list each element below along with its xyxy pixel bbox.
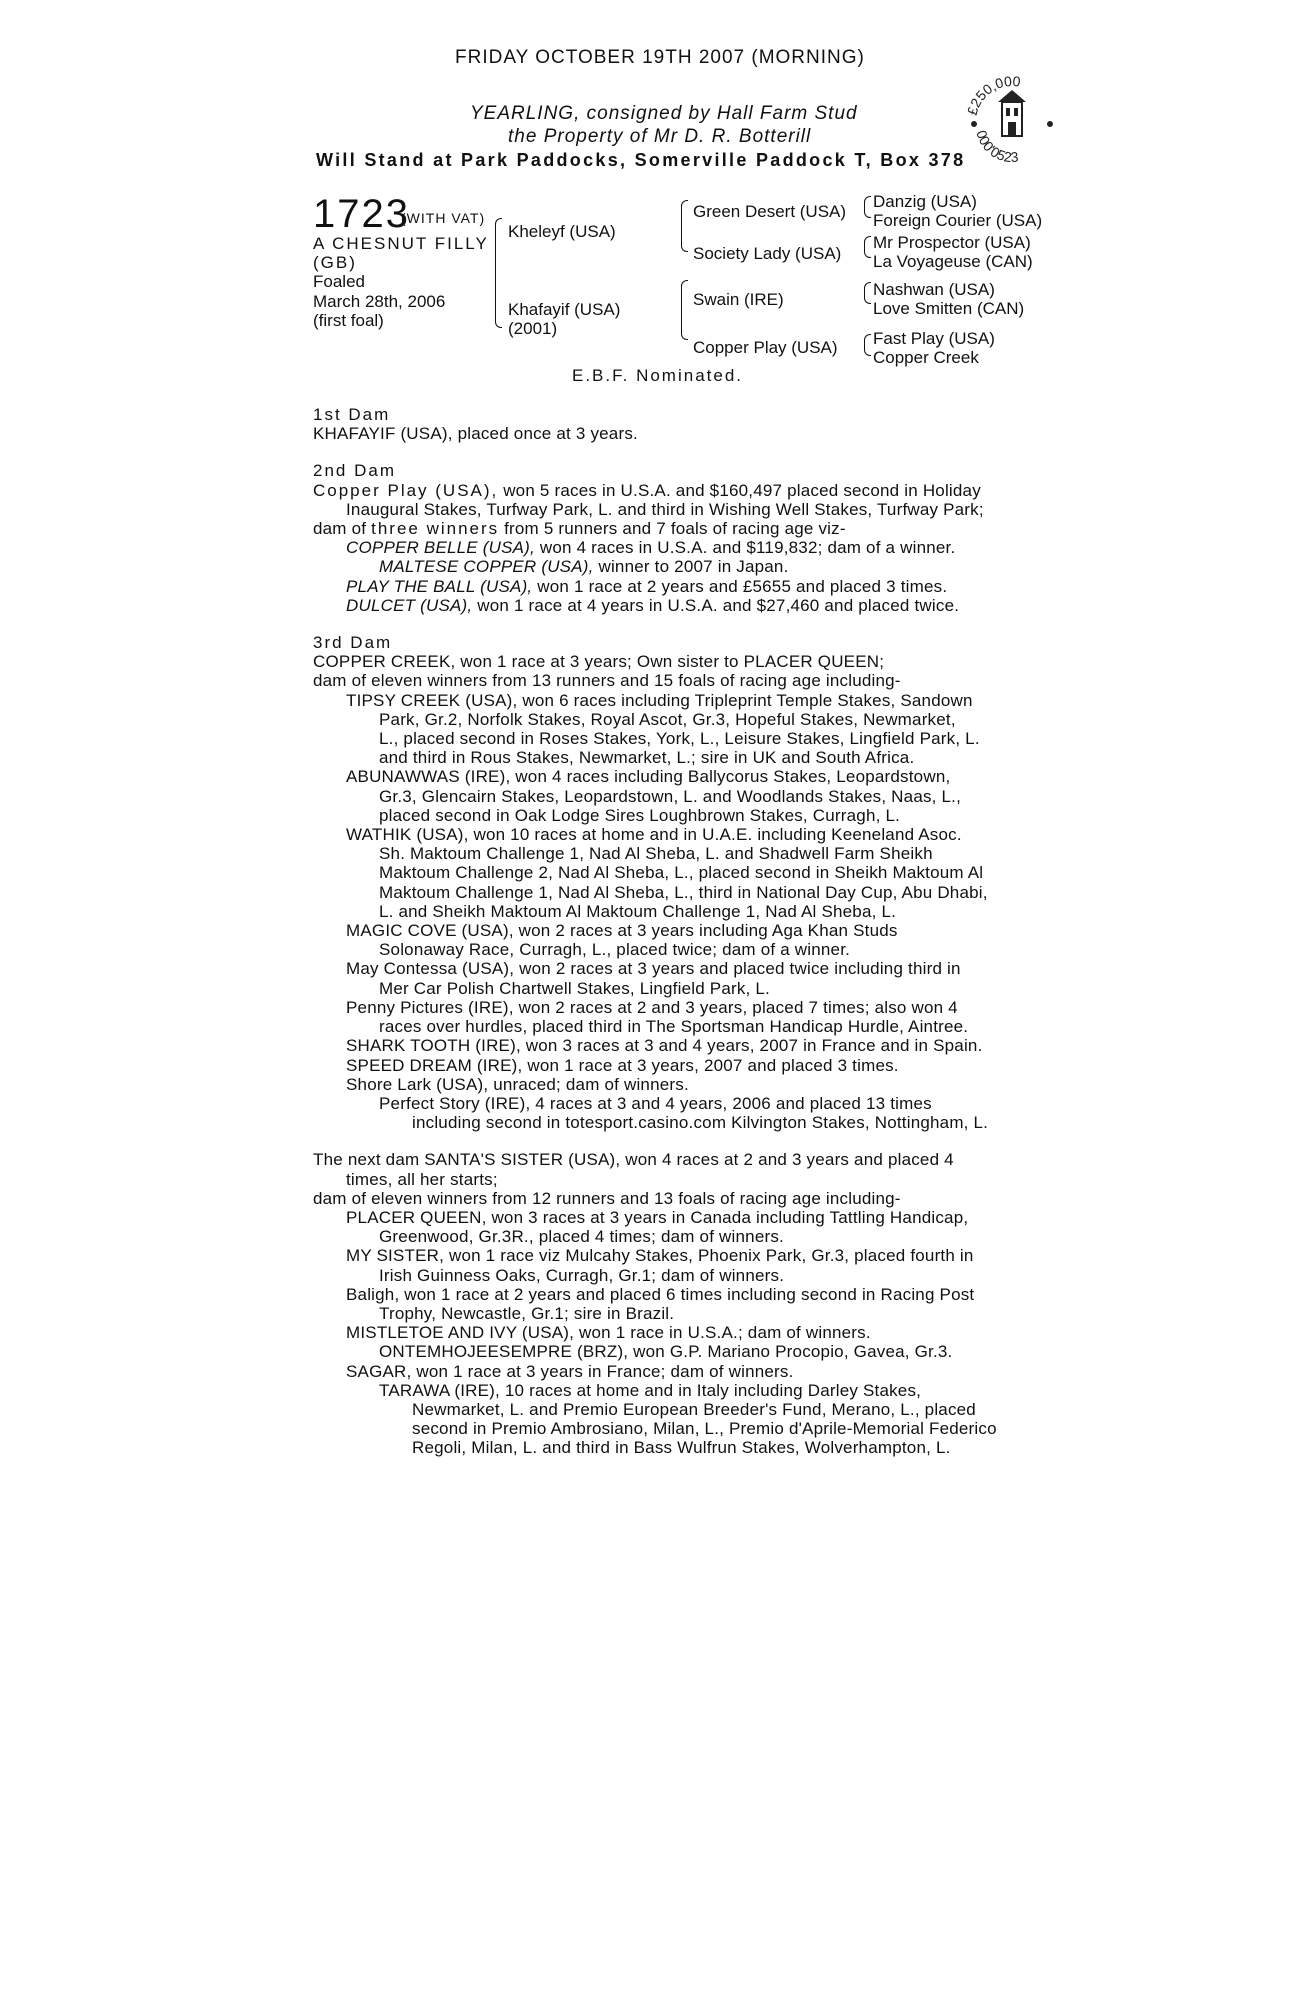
third-dam-line: ABUNAWWAS (IRE), won 4 races including Ballycorus Stakes, Leopardstown, (346, 767, 951, 787)
third-dam-line: Penny Pictures (IRE), won 2 races at 2 and 3 years, placed 7 times; also won 4 (346, 997, 958, 1017)
next-dam-line: times, all her starts; (346, 1169, 498, 1189)
next-dam-line: Baligh, won 1 race at 2 years and placed 6 times including second in Racing Post (346, 1284, 975, 1304)
second-dam-line-3 (313, 519, 1003, 538)
next-dam-line: PLACER QUEEN, won 3 races at 3 years in Canada including Tattling Handicap, (346, 1207, 969, 1227)
third-dam-line: L., placed second in Roses Stakes, York, L., Leisure Stakes, Lingfield Park, L. (379, 729, 980, 749)
third-dam-line: Gr.3, Glencairn Stakes, Leopardstown, L. and Woodlands Stakes, Naas, L., (379, 786, 962, 806)
ds-sire: Nashwan (USA) (873, 280, 995, 299)
third-dam-line: and third in Rous Stakes, Newmarket, L.; sire in UK and South Africa. (379, 748, 915, 768)
dd-sire: Fast Play (USA) (873, 329, 995, 348)
third-dam-line: dam of eleven winners from 13 runners and 15 foals of racing age including- (313, 671, 901, 691)
price-stamp-icon (962, 68, 1062, 168)
vat-note: (WITH VAT) (401, 210, 486, 226)
sire-name: Kheleyf (USA) (508, 222, 616, 241)
sd-sire: Mr Prospector (USA) (873, 233, 1031, 252)
price-top-text: £250,000 (963, 72, 1022, 117)
third-dam-line: Park, Gr.2, Norfolk Stakes, Royal Ascot, Gr.3, Hopeful Stakes, Newmarket, (379, 709, 956, 729)
third-dam-line: Maktoum Challenge 2, Nad Al Sheba, L., placed second in Sheikh Maktoum Al (379, 863, 984, 883)
next-dam-line: SAGAR, won 1 race at 3 years in France; dam of winners. (346, 1361, 794, 1381)
ss-sire: Danzig (USA) (873, 192, 977, 211)
third-dam-line: Perfect Story (IRE), 4 races at 3 and 4 years, 2006 and placed 13 times (379, 1093, 932, 1113)
ss-dam: Foreign Courier (USA) (873, 211, 1043, 230)
progeny-4-name: DULCET (USA), (346, 595, 473, 615)
third-dam-line: TIPSY CREEK (USA), won 6 races including Tripleprint Temple Stakes, Sandown (346, 690, 973, 710)
progeny-1-name: COPPER BELLE (USA), (346, 538, 535, 558)
third-dam-line: May Contessa (USA), won 2 races at 3 years and placed twice including third in (346, 959, 961, 979)
second-dam-line-1 (313, 481, 1003, 500)
pedigree-brace-4 (864, 334, 871, 356)
next-dam-line: The next dam SANTA'S SISTER (USA), won 4 races at 2 and 3 years and placed 4 (313, 1150, 954, 1170)
sire-sire: Green Desert (USA) (693, 202, 847, 221)
sale-date: FRIDAY OCTOBER 19TH 2007 (MORNING) (455, 47, 865, 68)
lot-name: A CHESNUT FILLY (313, 234, 489, 253)
second-dam-text-1: won 5 races in U.S.A. and $160,497 placed second in Holiday (498, 480, 981, 500)
third-dam-line: placed second in Oak Lodge Sires Loughbrown Stakes, Curragh, L. (379, 805, 901, 825)
consignor-line: YEARLING, consigned by Hall Farm Stud (470, 103, 858, 124)
dam-sire: Swain (IRE) (693, 290, 784, 309)
next-dam-line: second in Premio Ambrosiano, Milan, L., Premio d'Aprile-Memorial Federico (412, 1419, 997, 1439)
pedigree-brace-1 (864, 196, 871, 218)
sd-dam: La Voyageuse (CAN) (873, 252, 1033, 271)
lot-country: (GB) (313, 253, 357, 272)
next-dam-line: dam of eleven winners from 12 runners and 13 foals of racing age including- (313, 1188, 901, 1208)
price-bottom-text: 000'0523 (973, 128, 1019, 166)
third-dam-line: Maktoum Challenge 1, Nad Al Sheba, L., third in National Day Cup, Abu Dhabi, (379, 882, 988, 902)
third-dam-line: Mer Car Polish Chartwell Stakes, Lingfield Park, L. (379, 978, 770, 998)
second-dam-heading: 2nd Dam (313, 461, 396, 481)
progeny-3-name: PLAY THE BALL (USA), (346, 576, 533, 596)
progeny-4-text: won 1 race at 4 years in U.S.A. and $27,460 and placed twice. (472, 595, 960, 615)
third-dam-heading: 3rd Dam (313, 633, 393, 653)
price-stamp (962, 68, 1062, 168)
third-dam-line: Shore Lark (USA), unraced; dam of winners. (346, 1074, 689, 1094)
sire-dam: Society Lady (USA) (693, 244, 842, 263)
pedigree-brace-dam (681, 280, 688, 340)
property-line: the Property of Mr D. R. Botterill (508, 126, 812, 147)
progeny-1 (313, 538, 1003, 557)
progeny-1-text: won 4 races in U.S.A. and $119,832; dam of a winner. (534, 538, 956, 558)
next-dam-line: MY SISTER, won 1 race viz Mulcahy Stakes, Phoenix Park, Gr.3, placed fourth in (346, 1246, 974, 1266)
first-dam-heading: 1st Dam (313, 405, 391, 424)
second-dam-name: Copper Play (USA), (313, 480, 499, 500)
progeny-4 (313, 596, 1003, 615)
progeny-2-text: winner to 2007 in Japan. (593, 557, 789, 577)
progeny-3-text: won 1 race at 2 years and £5655 and placed 3 times. (532, 576, 948, 596)
foaled-label: Foaled (313, 272, 365, 291)
first-foal-note: (first foal) (313, 311, 384, 330)
progeny-2 (313, 557, 1003, 576)
next-dam-line: TARAWA (IRE), 10 races at home and in Italy including Darley Stakes, (379, 1380, 922, 1400)
pedigree-brace-sire (681, 200, 688, 252)
next-dam-line: Greenwood, Gr.3R., placed 4 times; dam of winners. (379, 1227, 784, 1247)
third-dam-line: races over hurdles, placed third in The Sportsman Handicap Hurdle, Aintree. (379, 1017, 969, 1037)
next-dam-line: ONTEMHOJEESEMPRE (BRZ), won G.P. Mariano Procopio, Gavea, Gr.3. (379, 1342, 953, 1362)
dam-dam: Copper Play (USA) (693, 338, 838, 357)
pedigree-brace-2 (864, 236, 871, 258)
first-dam-text: KHAFAYIF (USA), placed once at 3 years. (313, 424, 638, 444)
third-dam-line: including second in totesport.casino.com Kilvington Stakes, Nottingham, L. (412, 1113, 989, 1133)
progeny-2-name: MALTESE COPPER (USA), (379, 557, 594, 577)
second-dam-winners: three winners (371, 519, 500, 539)
second-dam-text-3a: dam of (313, 519, 372, 539)
third-dam-line: SHARK TOOTH (IRE), won 3 races at 3 and 4 years, 2007 in France and in Spain. (346, 1036, 983, 1056)
pedigree-notes (313, 405, 1003, 1458)
second-dam-line-2: Inaugural Stakes, Turfway Park, L. and third in Wishing Well Stakes, Turfway Park; (346, 499, 984, 519)
third-dam-line: SPEED DREAM (IRE), won 1 race at 3 years, 2007 and placed 3 times. (346, 1055, 899, 1075)
ds-dam: Love Smitten (CAN) (873, 299, 1025, 318)
next-dam-line: Newmarket, L. and Premio European Breeder's Fund, Merano, L., placed (412, 1399, 976, 1419)
pedigree-brace-3 (864, 282, 871, 304)
third-dam-line: WATHIK (USA), won 10 races at home and in U.A.E. including Keeneland Asoc. (346, 825, 962, 845)
ebf-note: E.B.F. Nominated. (572, 366, 744, 385)
dam-year: (2001) (508, 319, 558, 338)
stand-location: Will Stand at Park Paddocks, Somerville Paddock T, Box 378 (316, 150, 966, 170)
foaled-date: March 28th, 2006 (313, 292, 446, 311)
lot-number: 1723 (313, 192, 410, 236)
next-dam-line: Regoli, Milan, L. and third in Bass Wulfrun Stakes, Wolverhampton, L. (412, 1438, 951, 1458)
progeny-3 (313, 577, 1003, 596)
dd-dam: Copper Creek (873, 348, 979, 367)
third-dam-line: MAGIC COVE (USA), won 2 races at 3 years including Aga Khan Studs (346, 921, 898, 941)
dam-name: Khafayif (USA) (508, 300, 621, 319)
second-dam-text-3c: from 5 runners and 7 foals of racing age viz- (499, 519, 846, 539)
third-dam-line: L. and Sheikh Maktoum Al Maktoum Challenge 1, Nad Al Sheba, L. (379, 901, 897, 921)
third-dam-line: Solonaway Race, Curragh, L., placed twice; dam of a winner. (379, 940, 851, 960)
next-dam-line: Irish Guinness Oaks, Curragh, Gr.1; dam of winners. (379, 1265, 785, 1285)
third-dam-line: Sh. Maktoum Challenge 1, Nad Al Sheba, L. and Shadwell Farm Sheikh (379, 844, 933, 864)
next-dam-line: MISTLETOE AND IVY (USA), won 1 race in U.S.A.; dam of winners. (346, 1323, 871, 1343)
third-dam-line: COPPER CREEK, won 1 race at 3 years; Own sister to PLACER QUEEN; (313, 652, 885, 672)
pedigree-brace-main (495, 218, 502, 328)
next-dam-line: Trophy, Newcastle, Gr.1; sire in Brazil. (379, 1303, 675, 1323)
